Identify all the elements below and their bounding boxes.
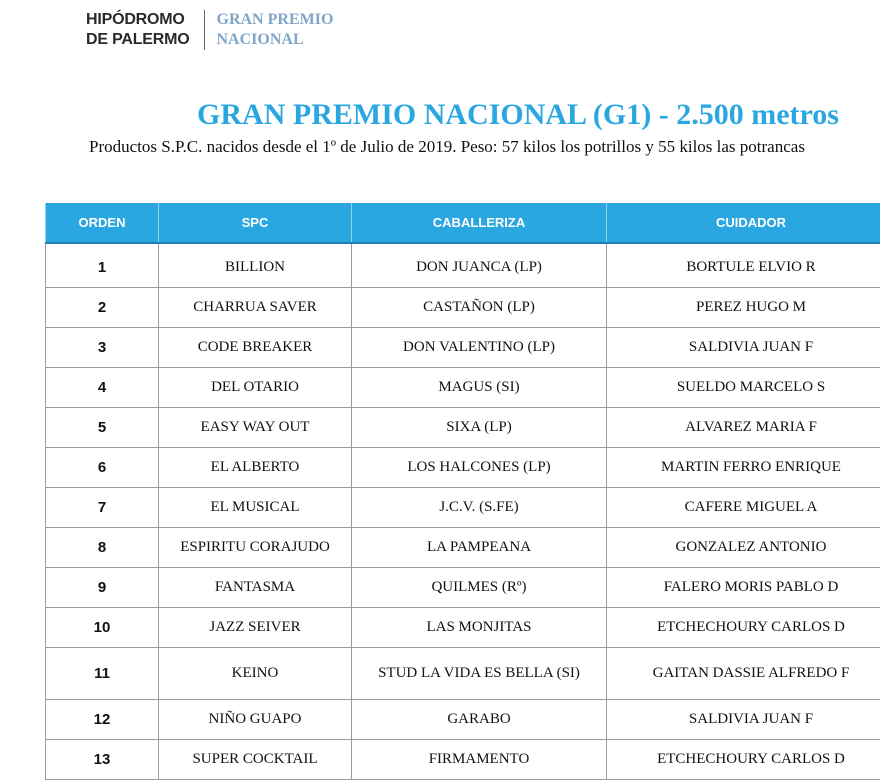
table-row — [46, 528, 880, 568]
table-row — [46, 740, 880, 780]
cell-cuidador: BORTULE ELVIO R — [607, 243, 880, 288]
table-row — [46, 648, 880, 700]
entries-table — [45, 203, 880, 780]
cell-spc: EL ALBERTO — [159, 448, 352, 488]
cell-spc: NIÑO GUAPO — [159, 700, 352, 740]
column-header-orden: ORDEN — [46, 203, 159, 243]
cell-cuidador: MARTIN FERRO ENRIQUE — [607, 448, 880, 488]
cell-cuidador: GAITAN DASSIE ALFREDO F — [607, 648, 880, 700]
logo-right-line2: NACIONAL — [217, 30, 334, 50]
cell-orden: 12 — [46, 700, 159, 740]
cell-spc: SUPER COCKTAIL — [159, 740, 352, 780]
cell-spc: EASY WAY OUT — [159, 408, 352, 448]
cell-cuidador: FALERO MORIS PABLO D — [607, 568, 880, 608]
cell-cuidador: CAFERE MIGUEL A — [607, 488, 880, 528]
logo-left-line1: HIPÓDROMO — [86, 10, 190, 30]
cell-caballeriza: DON JUANCA (LP) — [352, 243, 607, 288]
cell-caballeriza: FIRMAMENTO — [352, 740, 607, 780]
cell-spc: KEINO — [159, 648, 352, 700]
cell-orden: 5 — [46, 408, 159, 448]
column-header-spc: SPC — [159, 203, 352, 243]
cell-caballeriza: LA PAMPEANA — [352, 528, 607, 568]
cell-caballeriza: CASTAÑON (LP) — [352, 288, 607, 328]
cell-cuidador: ETCHECHOURY CARLOS D — [607, 608, 880, 648]
cell-orden: 8 — [46, 528, 159, 568]
table-row — [46, 488, 880, 528]
cell-caballeriza: MAGUS (SI) — [352, 368, 607, 408]
cell-cuidador: PEREZ HUGO M — [607, 288, 880, 328]
cell-cuidador: SUELDO MARCELO S — [607, 368, 880, 408]
cell-spc: EL MUSICAL — [159, 488, 352, 528]
column-header-cuidador: CUIDADOR — [607, 203, 880, 243]
cell-spc: CODE BREAKER — [159, 328, 352, 368]
cell-caballeriza: SIXA (LP) — [352, 408, 607, 448]
cell-orden: 11 — [46, 648, 159, 700]
cell-orden: 1 — [46, 243, 159, 288]
cell-orden: 4 — [46, 368, 159, 408]
logo-left-line2: DE PALERMO — [86, 30, 190, 50]
cell-cuidador: ALVAREZ MARIA F — [607, 408, 880, 448]
cell-spc: JAZZ SEIVER — [159, 608, 352, 648]
cell-caballeriza: DON VALENTINO (LP) — [352, 328, 607, 368]
table-row — [46, 608, 880, 648]
table-body — [46, 243, 880, 780]
header-logo — [86, 10, 333, 50]
cell-caballeriza: LAS MONJITAS — [352, 608, 607, 648]
cell-spc: FANTASMA — [159, 568, 352, 608]
cell-orden: 3 — [46, 328, 159, 368]
cell-orden: 13 — [46, 740, 159, 780]
cell-orden: 9 — [46, 568, 159, 608]
cell-cuidador: SALDIVIA JUAN F — [607, 700, 880, 740]
cell-cuidador: ETCHECHOURY CARLOS D — [607, 740, 880, 780]
cell-caballeriza: STUD LA VIDA ES BELLA (SI) — [352, 648, 607, 700]
cell-orden: 7 — [46, 488, 159, 528]
cell-orden: 2 — [46, 288, 159, 328]
logo-gran-premio — [205, 10, 334, 50]
table-row — [46, 448, 880, 488]
table-row — [46, 288, 880, 328]
cell-spc: ESPIRITU CORAJUDO — [159, 528, 352, 568]
cell-orden: 6 — [46, 448, 159, 488]
cell-caballeriza: J.C.V. (S.FE) — [352, 488, 607, 528]
cell-caballeriza: GARABO — [352, 700, 607, 740]
cell-caballeriza: QUILMES (Rº) — [352, 568, 607, 608]
table-row — [46, 368, 880, 408]
table-row — [46, 568, 880, 608]
table-row — [46, 700, 880, 740]
page-title: GRAN PREMIO NACIONAL (G1) - 2.500 metros — [0, 98, 880, 132]
logo-right-line1: GRAN PREMIO — [217, 10, 334, 30]
cell-spc: BILLION — [159, 243, 352, 288]
cell-cuidador: SALDIVIA JUAN F — [607, 328, 880, 368]
table-row — [46, 328, 880, 368]
page-subtitle: Productos S.P.C. nacidos desde el 1º de Julio de 2019. Peso: 57 kilos los potrillos y 55 kilos las potrancas — [89, 137, 880, 157]
table-header-row — [46, 203, 880, 243]
cell-cuidador: GONZALEZ ANTONIO — [607, 528, 880, 568]
logo-hipodromo — [86, 10, 205, 50]
table-row — [46, 243, 880, 288]
cell-spc: CHARRUA SAVER — [159, 288, 352, 328]
column-header-caballeriza: CABALLERIZA — [352, 203, 607, 243]
table-row — [46, 408, 880, 448]
cell-caballeriza: LOS HALCONES (LP) — [352, 448, 607, 488]
cell-orden: 10 — [46, 608, 159, 648]
cell-spc: DEL OTARIO — [159, 368, 352, 408]
